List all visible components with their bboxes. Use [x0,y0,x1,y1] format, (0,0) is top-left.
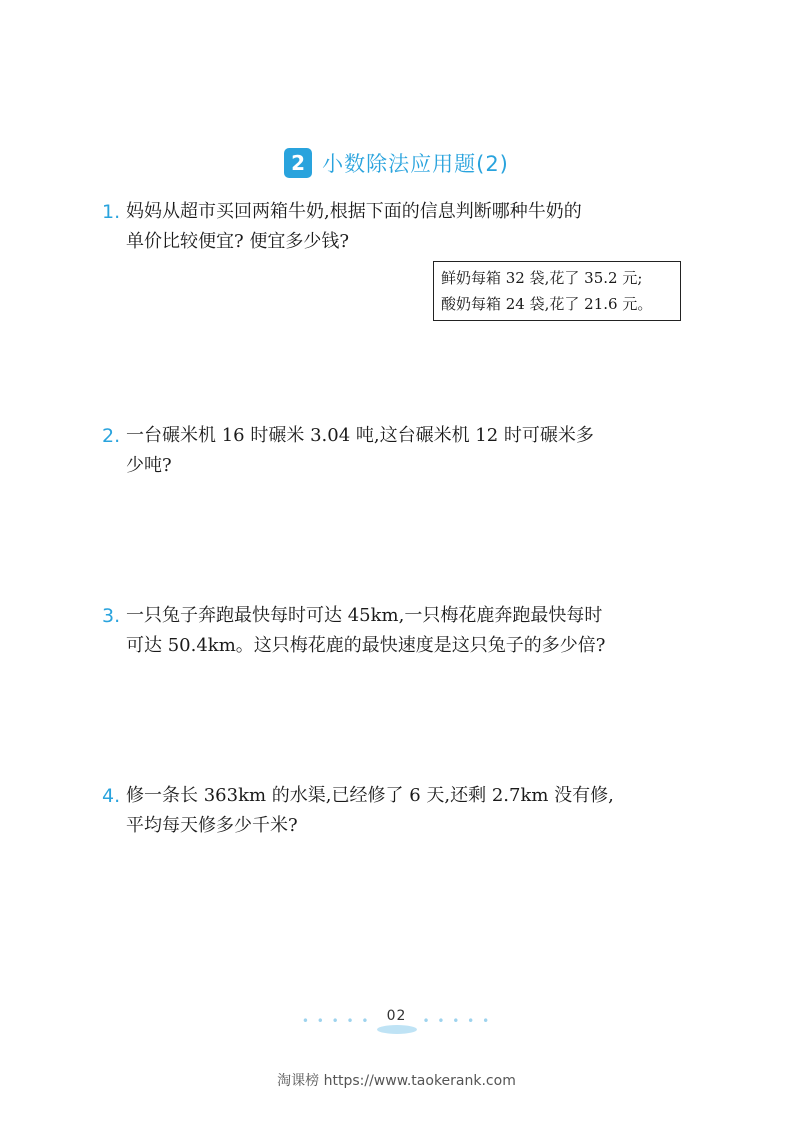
question-text-line: 少吨? [126,455,172,476]
question-text-line: 一只兔子奔跑最快每时可达 45km,一只梅花鹿奔跑最快每时 [126,605,603,626]
question-4 [102,781,702,841]
info-line-fresh-milk: 鲜奶每箱 32 袋,花了 35.2 元; [441,269,643,287]
decorative-dots-right: • • • • • [422,1014,492,1028]
question-number: 4. [102,785,121,807]
page-number [375,1008,419,1034]
question-1 [102,197,702,257]
decorative-dots-left: • • • • • [301,1014,371,1028]
section-title [0,148,793,178]
info-box [433,261,681,321]
page-title: 小数除法应用题(2) [322,152,509,176]
question-text-line: 单价比较便宜? 便宜多少钱? [126,231,350,252]
question-number: 3. [102,605,121,627]
question-text-line: 平均每天修多少千米? [126,815,298,836]
question-number: 2. [102,425,121,447]
question-2 [102,421,702,481]
question-text-line: 修一条长 363km 的水渠,已经修了 6 天,还剩 2.7km 没有修, [126,785,614,806]
question-text-line: 一台碾米机 16 时碾米 3.04 吨,这台碾米机 12 时可碾米多 [126,425,594,446]
info-line-yogurt: 酸奶每箱 24 袋,花了 21.6 元。 [441,295,653,313]
section-number-badge: 2 [284,148,312,178]
page-number-area [0,1008,793,1034]
question-number: 1. [102,201,121,223]
question-text-line: 可达 50.4km。这只梅花鹿的最快速度是这只兔子的多少倍? [126,635,606,656]
footer-watermark: 淘课榜 https://www.taokerank.com [277,1073,516,1089]
page-number-text: 02 [386,1008,407,1024]
question-text-line: 妈妈从超市买回两箱牛奶,根据下面的信息判断哪种牛奶的 [126,201,582,222]
question-3 [102,601,702,661]
